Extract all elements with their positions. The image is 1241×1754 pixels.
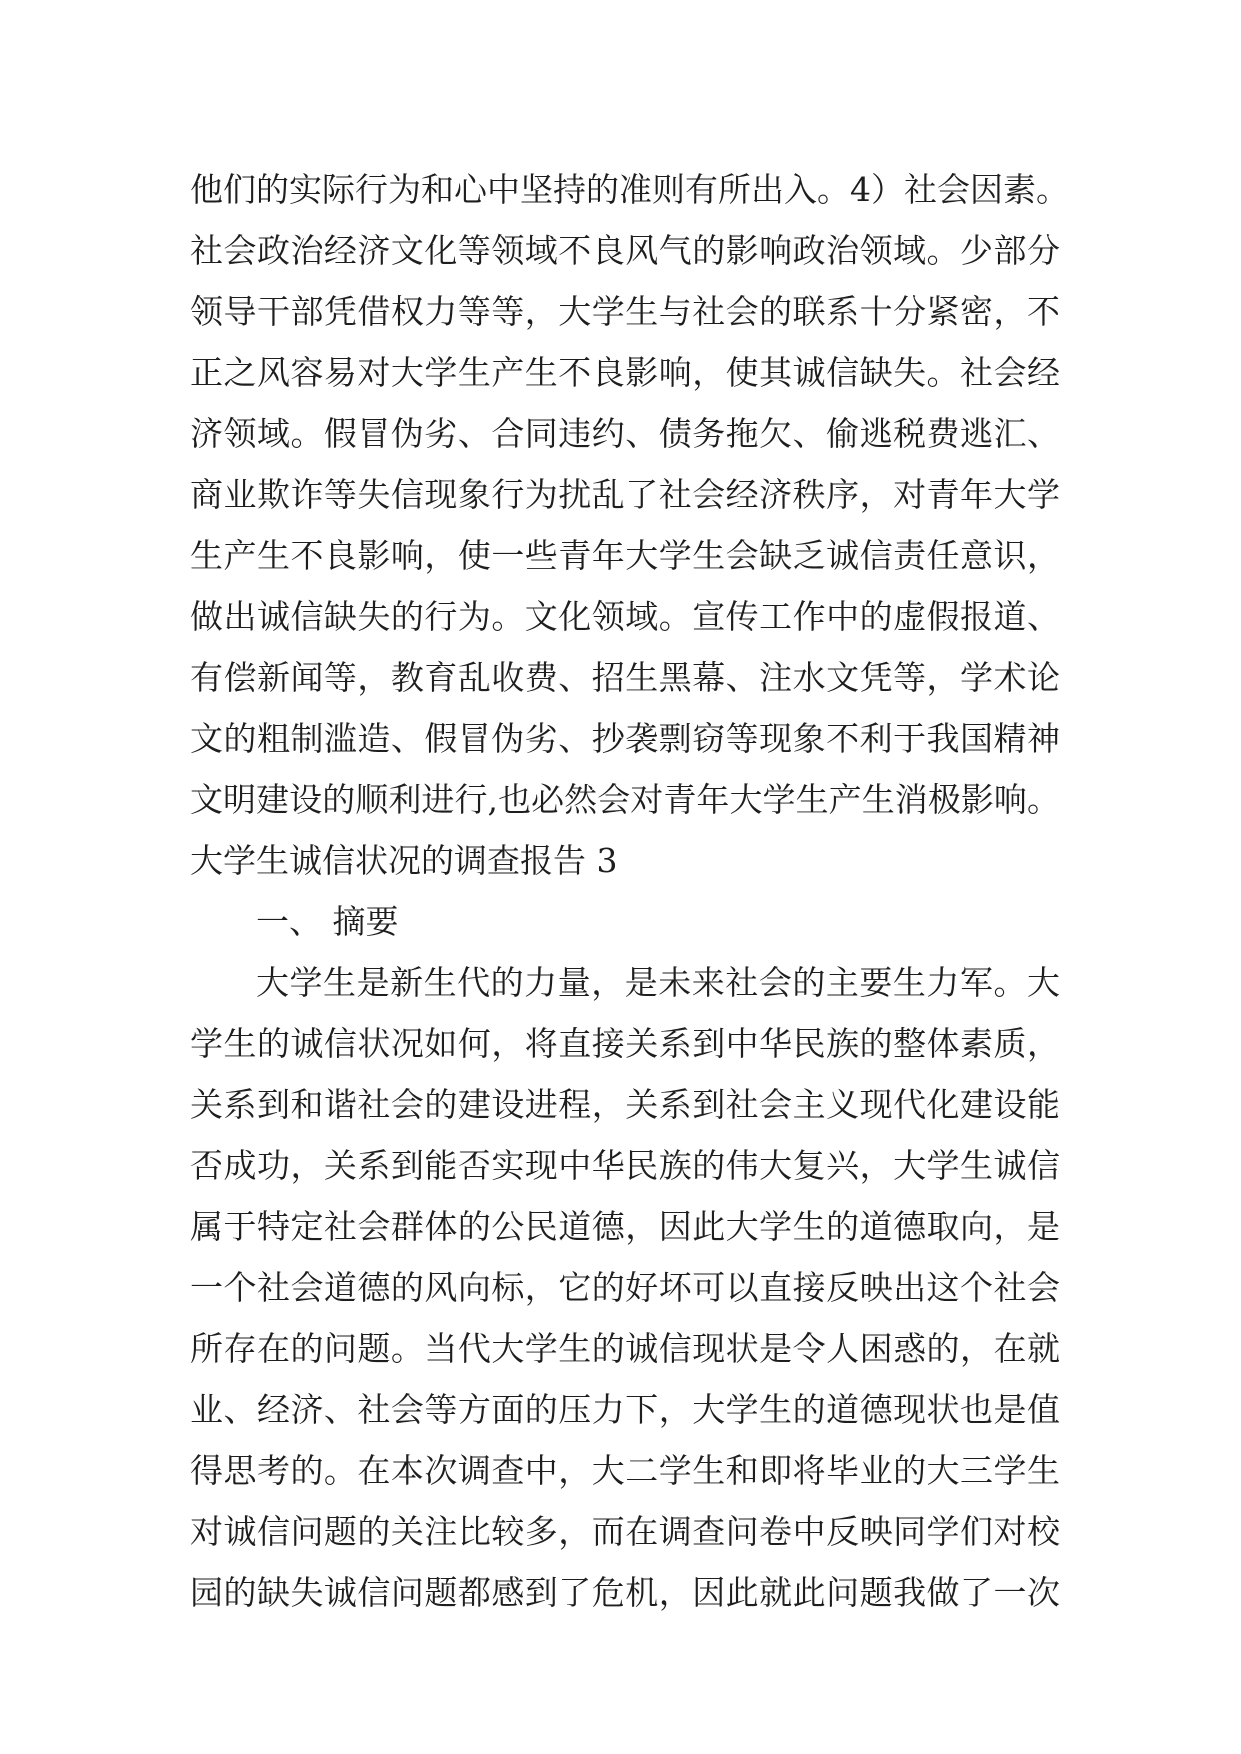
- text-line: 关系到和谐社会的建设进程，关系到社会主义现代化建设能: [190, 1085, 1060, 1124]
- section-heading: 一、 摘要: [256, 902, 399, 941]
- text-line: 得思考的。在本次调查中，大二学生和即将毕业的大三学生: [190, 1451, 1060, 1490]
- text-line: 大学生是新生代的力量，是未来社会的主要生力军。大: [256, 963, 1060, 1002]
- text-line: 做出诚信缺失的行为。文化领域。宣传工作中的虚假报道、: [190, 597, 1060, 636]
- report-title: 大学生诚信状况的调查报告 3: [190, 841, 618, 880]
- text-line: 园的缺失诚信问题都感到了危机，因此就此问题我做了一次: [190, 1573, 1060, 1612]
- text-line: 否成功，关系到能否实现中华民族的伟大复兴，大学生诚信: [190, 1146, 1060, 1185]
- text-line: 有偿新闻等，教育乱收费、招生黑幕、注水文凭等，学术论: [190, 658, 1060, 697]
- text-line: 一个社会道德的风向标，它的好坏可以直接反映出这个社会: [190, 1268, 1060, 1307]
- text-line: 对诚信问题的关注比较多，而在调查问卷中反映同学们对校: [190, 1512, 1060, 1551]
- text-line: 文明建设的顺利进行,也必然会对青年大学生产生消极影响。: [190, 780, 1060, 819]
- text-line: 文的粗制滥造、假冒伪劣、抄袭剽窃等现象不利于我国精神: [190, 719, 1060, 758]
- text-line: 学生的诚信状况如何，将直接关系到中华民族的整体素质，: [190, 1024, 1060, 1063]
- text-line: 所存在的问题。当代大学生的诚信现状是令人困惑的，在就: [190, 1329, 1060, 1368]
- text-line: 正之风容易对大学生产生不良影响，使其诚信缺失。社会经: [190, 353, 1060, 392]
- text-line: 商业欺诈等失信现象行为扰乱了社会经济秩序，对青年大学: [190, 475, 1060, 514]
- document-body: [190, 159, 1069, 1623]
- text-line: 属于特定社会群体的公民道德，因此大学生的道德取向，是: [190, 1207, 1060, 1246]
- text-line: 生产生不良影响，使一些青年大学生会缺乏诚信责任意识，: [190, 536, 1060, 575]
- text-line: 领导干部凭借权力等等，大学生与社会的联系十分紧密，不: [190, 292, 1060, 331]
- text-line: 他们的实际行为和心中坚持的准则有所出入。4）社会因素。: [190, 170, 1069, 209]
- text-line: 济领域。假冒伪劣、合同违约、债务拖欠、偷逃税费逃汇、: [190, 414, 1060, 453]
- text-line: 业、经济、社会等方面的压力下，大学生的道德现状也是值: [190, 1390, 1060, 1429]
- text-line: 社会政治经济文化等领域不良风气的影响政治领域。少部分: [190, 231, 1060, 270]
